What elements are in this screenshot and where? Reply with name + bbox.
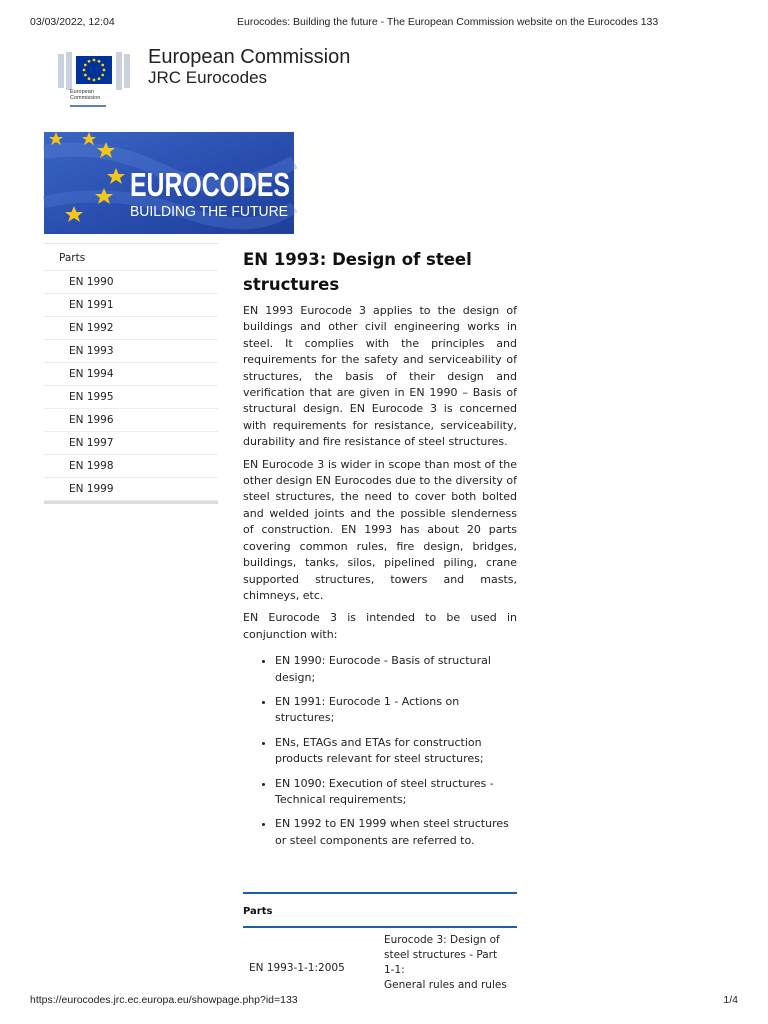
sidebar-parts-nav: [44, 243, 218, 504]
sidebar-item-en1991[interactable]: EN 1991: [44, 294, 218, 317]
list-item: • EN 1990: Eurocode - Basis of structural design;: [275, 653, 517, 686]
sidebar-divider: [44, 501, 218, 504]
banner-subtitle: BUILDING THE FUTURE: [130, 203, 288, 220]
list-item: • ENs, ETAGs and ETAs for construction products relevant for steel structures;: [275, 735, 517, 768]
site-brand[interactable]: [148, 46, 350, 88]
part-description-line: steel structures - Part: [384, 949, 498, 961]
print-url: https://eurocodes.jrc.ec.europa.eu/showpage.php?id=133: [30, 994, 298, 1006]
main-content: [243, 247, 517, 857]
print-page-number: 1/4: [723, 994, 738, 1006]
sidebar-item-en1992[interactable]: EN 1992: [44, 317, 218, 340]
banner-graphic: [44, 132, 294, 234]
list-item: • EN 1992 to EN 1999 when steel structures or steel components are referred to.: [275, 816, 517, 849]
sidebar-item-en1996[interactable]: EN 1996: [44, 409, 218, 432]
logo-text-line1: European: [70, 89, 94, 95]
intro-paragraph: EN 1993 Eurocode 3 applies to the design of buildings and other civil engineering works in steel. It complies with the principles and requirements for the safety and serviceability of structures, the basis of their design and verification that are given in EN 1990 – Basis of structural design. EN Eurocode 3 is concerned with requirements for resistance, serviceability, durability and fire resistance of steel structures.: [243, 304, 517, 449]
eurocodes-banner: [44, 132, 294, 234]
page-title: EN 1993: Design of steel structures: [243, 250, 472, 294]
part-description-line: 1-1:: [384, 964, 405, 976]
sidebar-item-en1995[interactable]: EN 1995: [44, 386, 218, 409]
european-commission-logo[interactable]: [54, 48, 138, 108]
brand-subtitle: JRC Eurocodes: [148, 68, 268, 87]
sidebar-heading[interactable]: Parts: [44, 244, 218, 271]
list-item: • EN 1991: Eurocode 1 - Actions on structures;: [275, 694, 517, 727]
parts-table: [243, 892, 517, 998]
list-item: • EN 1090: Execution of steel structures - Technical requirements;: [275, 776, 517, 809]
sidebar-item-en1998[interactable]: EN 1998: [44, 455, 218, 478]
brand-title: European Commission: [148, 46, 351, 68]
part-description-line: General rules and rules: [384, 979, 507, 991]
sidebar-item-en1999[interactable]: EN 1999: [44, 478, 218, 501]
sidebar-item-en1990[interactable]: EN 1990: [44, 271, 218, 294]
logo-text-line2: Commission: [70, 95, 101, 101]
sidebar-item-en1994[interactable]: EN 1994: [44, 363, 218, 386]
table-header: Parts: [243, 906, 273, 917]
print-footer: [30, 994, 738, 1008]
print-date: 03/03/2022, 12:04: [30, 16, 115, 28]
print-page-title: Eurocodes: Building the future - The European Commission website on the Eurocodes 133: [237, 16, 659, 28]
sidebar-item-en1993[interactable]: EN 1993: [44, 340, 218, 363]
related-standards-list: [243, 653, 517, 849]
part-description: [384, 933, 514, 993]
part-code: EN 1993-1-1:2005: [249, 962, 345, 974]
sidebar-item-en1997[interactable]: EN 1997: [44, 432, 218, 455]
scope-paragraph: EN Eurocode 3 is wider in scope than most of the other design EN Eurocodes due to the diversity of steel structures, the need to cover both bolted and welded joints and the possible slenderness of construction. EN 1993 has about 20 parts covering common rules, fire design, bridges, buildings, tanks, silos, pipelined piling, crane supported structures, towers and masts, chimneys, etc.: [243, 457, 518, 602]
conjunction-paragraph: EN Eurocode 3 is intended to be used in conjunction with:: [243, 611, 517, 641]
table-row: [243, 928, 517, 998]
logo-text: [70, 89, 100, 101]
part-description-line: Eurocode 3: Design of: [384, 934, 500, 946]
print-header: [30, 16, 738, 30]
banner-title: EUROCODES: [130, 166, 290, 203]
